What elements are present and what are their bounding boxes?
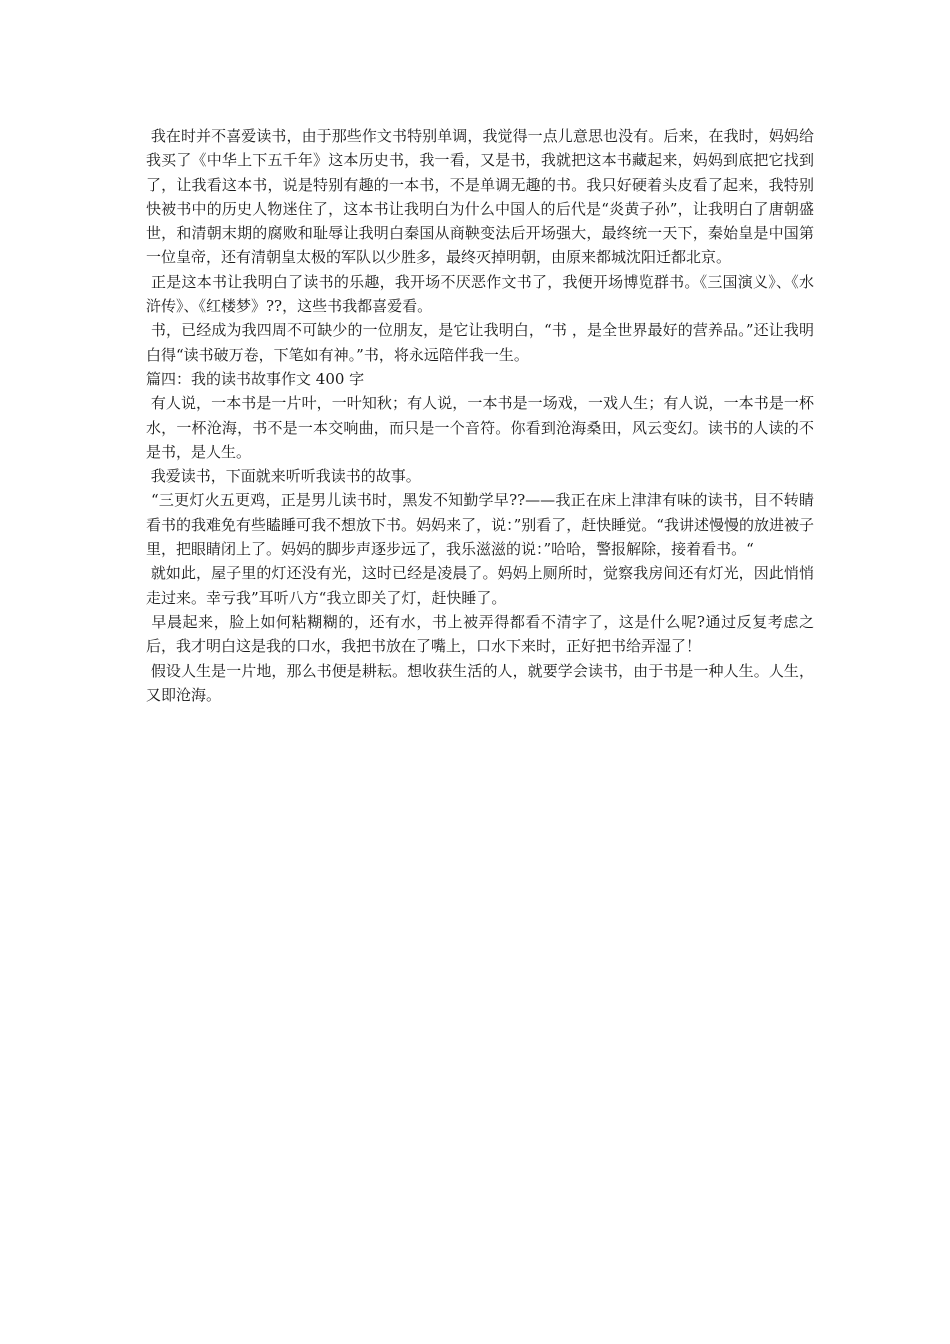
paragraph-2: 正是这本书让我明白了读书的乐趣，我开场不厌恶作文书了，我便开场博览群书。《三国演义》、《水浒传》、《红楼梦》??，这些书我都喜爱看。 (146, 272, 814, 316)
paragraph-9: 假设人生是一片地，那么书便是耕耘。想收获生活的人，就要学会读书，由于书是一种人生。人生，又即沧海。 (146, 661, 814, 704)
paragraph-4: 有人说，一本书是一片叶，一叶知秋；有人说，一本书是一场戏，一戏人生；有人说，一本书是一杯水，一杯沧海，书不是一本交响曲，而只是一个音符。你看到沧海桑田，风云变幻。读书的人读的不是书，是人生。 (146, 394, 814, 461)
paragraph-3: 书，已经成为我四周不可缺少的一位朋友，是它让我明白，“书 ，是全世界最好的营养品。”还让我明白得“读书破万卷，下笔如有神。”书，将永远陪伴我一生。 (146, 321, 814, 364)
document-body (146, 124, 814, 707)
paragraph-6: “三更灯火五更鸡，正是男儿读书时，黑发不知勤学早??——我正在床上津津有味的读书，目不转睛看书的我难免有些瞌睡可我不想放下书。妈妈来了，说：”别看了，赶快睡觉。“我讲述慢慢的放进被子里，把眼睛闭上了。妈妈的脚步声逐步远了，我乐滋滋的说：”哈哈，警报解除，接着看书。“ (146, 491, 814, 559)
paragraph-5: 我爱读书，下面就来听听我读书的故事。 (146, 467, 421, 486)
paragraph-7: 就如此，屋子里的灯还没有光，这时已经是凌晨了。妈妈上厕所时，觉察我房间还有灯光，因此悄悄走过来。幸亏我”耳听八方“我立即关了灯，赶快睡了。 (146, 564, 814, 607)
paragraph-1: 我在时并不喜爱读书，由于那些作文书特别单调，我觉得一点儿意思也没有。后来，在我时，妈妈给我买了《中华上下五千年》这本历史书，我一看，又是书，我就把这本书藏起来，妈妈到底把它找到了，让我看这本书，说是特别有趣的一本书，不是单调无趣的书。我只好硬着头皮看了起来，我特别快被书中的历史人物迷住了，这本书让我明白为什么中国人的后代是“炎黄子孙”，让我明白了唐朝盛世，和清朝末期的腐败和耻辱让我明白秦国从商鞅变法后开场强大，最终统一天下，秦始皇是中国第一位皇帝，还有清朝皇太极的军队以少胜多，最终灭掉明朝，由原来都城沈阳迁都北京。 (146, 127, 814, 267)
paragraph-8: 早晨起来，脸上如何粘糊糊的，还有水，书上被弄得都看不清字了，这是什么呢?通过反复考虑之后，我才明白这是我的口水，我把书放在了嘴上，口水下来时，正好把书给弄湿了！ (146, 612, 814, 656)
section-heading: 篇四：我的读书故事作文 400 字 (146, 369, 365, 388)
